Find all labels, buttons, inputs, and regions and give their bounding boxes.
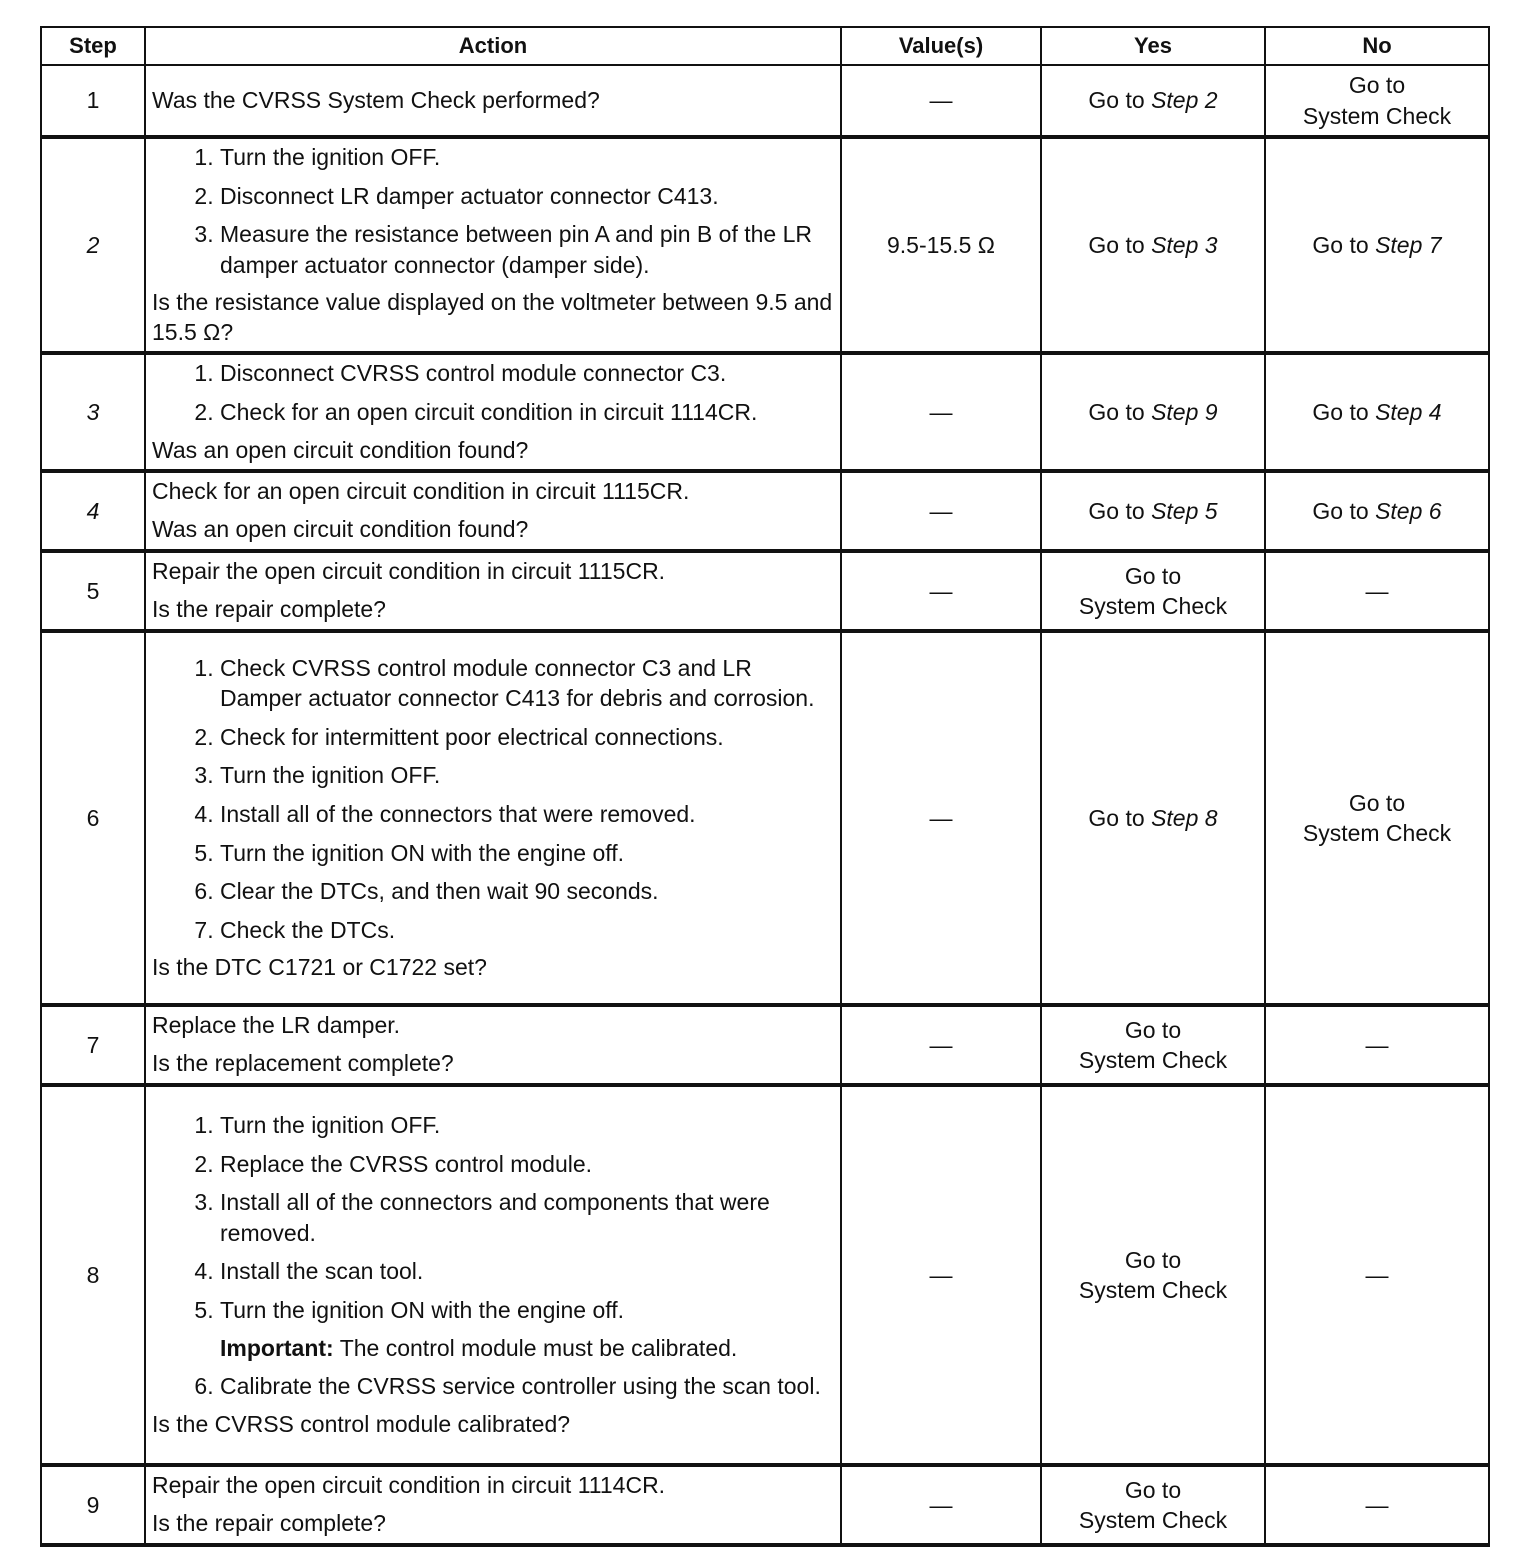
action-step: 6. Clear the DTCs, and then wait 90 seconds. — [220, 876, 834, 907]
value-cell: — — [841, 1005, 1041, 1085]
table-row — [41, 1005, 1489, 1085]
no-cell: — — [1265, 1465, 1489, 1545]
action-step: 1. Turn the ignition OFF. — [220, 142, 834, 173]
value-cell: — — [841, 353, 1041, 471]
yes-prefix: Go to — [1088, 231, 1145, 258]
no-prefix: Go to — [1312, 398, 1369, 425]
header-no: No — [1265, 27, 1489, 65]
action-step: 5. Turn the ignition ON with the engine off. — [220, 838, 834, 869]
action-cell — [145, 1005, 841, 1085]
yes-step-ref: Step 3 — [1151, 231, 1218, 258]
yes-cell — [1041, 353, 1265, 471]
important-label: Important: — [220, 1334, 334, 1361]
action-step: 3. Turn the ignition OFF. — [220, 760, 834, 791]
no-cell — [1265, 65, 1489, 137]
yes-prefix: Go to — [1088, 497, 1145, 524]
action-step: 5. Turn the ignition ON with the engine off. — [220, 1295, 834, 1326]
value-cell: — — [841, 551, 1041, 631]
no-cell: — — [1265, 551, 1489, 631]
header-row — [41, 27, 1489, 65]
no-prefix: Go to — [1312, 497, 1369, 524]
yes-cell — [1041, 137, 1265, 353]
action-step: 1. Disconnect CVRSS control module connector C3. — [220, 358, 834, 389]
step-number: 5 — [41, 551, 145, 631]
step-number: 6 — [41, 631, 145, 1005]
no-cell — [1265, 631, 1489, 1005]
header-values: Value(s) — [841, 27, 1041, 65]
value-cell: — — [841, 471, 1041, 551]
action-step: 2. Replace the CVRSS control module. — [220, 1149, 834, 1180]
step-number: 3 — [41, 353, 145, 471]
no-cell — [1265, 353, 1489, 471]
yes-cell — [1041, 65, 1265, 137]
action-steps — [152, 1371, 834, 1402]
important-text: The control module must be calibrated. — [333, 1334, 738, 1361]
table-row — [41, 1465, 1489, 1545]
yes-line2: System Check — [1078, 1047, 1228, 1073]
action-cell — [145, 1085, 841, 1465]
action-cell — [145, 551, 841, 631]
action-step: 4. Install all of the connectors that were removed. — [220, 799, 834, 830]
no-cell — [1265, 471, 1489, 551]
action-step: 4. Install the scan tool. — [220, 1256, 834, 1287]
action-step: 3. Measure the resistance between pin A and pin B of the LR damper actuator connector (damper side). — [220, 219, 834, 280]
yes-cell — [1041, 1085, 1265, 1465]
action-cell — [145, 631, 841, 1005]
action-steps — [152, 142, 834, 280]
action-question: Is the CVRSS control module calibrated? — [152, 1411, 571, 1438]
action-question: Was an open circuit condition found? — [152, 516, 529, 542]
no-step-ref: Step 7 — [1375, 231, 1442, 258]
action-steps — [152, 358, 834, 427]
diagnostic-table — [40, 26, 1490, 1547]
step-number: 4 — [41, 471, 145, 551]
step-number: 2 — [41, 137, 145, 353]
table-row — [41, 471, 1489, 551]
no-prefix: Go to — [1312, 231, 1369, 258]
yes-cell — [1041, 631, 1265, 1005]
yes-line1: Go to — [1124, 1246, 1182, 1273]
action-cell — [145, 137, 841, 353]
action-cell — [145, 1465, 841, 1545]
action-step: 1. Turn the ignition OFF. — [220, 1110, 834, 1141]
action-text: Check for an open circuit condition in circuit 1115CR. — [152, 478, 690, 505]
yes-cell — [1041, 1005, 1265, 1085]
no-step-ref: Step 6 — [1375, 497, 1442, 524]
table-row — [41, 353, 1489, 471]
yes-line2: System Check — [1078, 1507, 1228, 1533]
value-cell: — — [841, 1465, 1041, 1545]
header-yes: Yes — [1041, 27, 1265, 65]
action-question: Is the repair complete? — [152, 1510, 386, 1536]
action-cell — [145, 471, 841, 551]
yes-cell — [1041, 471, 1265, 551]
yes-line1: Go to — [1124, 1476, 1182, 1503]
action-step: 7. Check the DTCs. — [220, 915, 834, 946]
action-text: Replace the LR damper. — [152, 1012, 401, 1039]
yes-line2: System Check — [1078, 1277, 1228, 1303]
value-cell: — — [841, 631, 1041, 1005]
table-row — [41, 137, 1489, 353]
yes-line2: System Check — [1078, 593, 1228, 619]
action-cell — [145, 65, 841, 137]
step-number: 8 — [41, 1085, 145, 1465]
action-text: Was the CVRSS System Check performed? — [152, 86, 600, 113]
action-question: Is the DTC C1721 or C1722 set? — [152, 954, 487, 981]
yes-prefix: Go to — [1088, 398, 1145, 425]
table-row — [41, 631, 1489, 1005]
yes-step-ref: Step 9 — [1151, 398, 1218, 425]
action-steps — [152, 1110, 834, 1325]
action-question: Is the repair complete? — [152, 596, 386, 622]
no-line1: Go to — [1348, 72, 1406, 99]
action-question: Is the resistance value displayed on the voltmeter between 9.5 and 15.5 Ω? — [152, 289, 833, 346]
yes-prefix: Go to — [1088, 87, 1145, 114]
action-cell — [145, 353, 841, 471]
action-step: 3. Install all of the connectors and components that were removed. — [220, 1187, 834, 1248]
no-line1: Go to — [1348, 789, 1406, 816]
table-row — [41, 1085, 1489, 1465]
yes-prefix: Go to — [1088, 804, 1145, 831]
action-question: Was an open circuit condition found? — [152, 436, 529, 463]
action-step: 6. Calibrate the CVRSS service controller using the scan tool. — [220, 1371, 834, 1402]
header-step: Step — [41, 27, 145, 65]
action-step: 2. Disconnect LR damper actuator connector C413. — [220, 181, 834, 212]
yes-cell — [1041, 551, 1265, 631]
no-line2: System Check — [1302, 820, 1452, 846]
action-steps — [152, 653, 834, 946]
action-question: Is the replacement complete? — [152, 1050, 454, 1076]
header-action: Action — [145, 27, 841, 65]
no-line2: System Check — [1302, 102, 1452, 129]
step-number: 7 — [41, 1005, 145, 1085]
table-row — [41, 65, 1489, 137]
yes-cell — [1041, 1465, 1265, 1545]
table-row — [41, 551, 1489, 631]
step-number: 9 — [41, 1465, 145, 1545]
no-cell — [1265, 137, 1489, 353]
no-cell: — — [1265, 1085, 1489, 1465]
value-cell: — — [841, 65, 1041, 137]
important-note — [220, 1334, 834, 1364]
yes-step-ref: Step 8 — [1151, 804, 1218, 831]
value-cell: 9.5-15.5 Ω — [841, 137, 1041, 353]
action-step: 2. Check for an open circuit condition in circuit 1114CR. — [220, 397, 834, 428]
yes-line1: Go to — [1124, 1016, 1182, 1043]
yes-step-ref: Step 2 — [1151, 87, 1218, 114]
value-cell: — — [841, 1085, 1041, 1465]
step-number: 1 — [41, 65, 145, 137]
action-step: 2. Check for intermittent poor electrical connections. — [220, 722, 834, 753]
no-cell: — — [1265, 1005, 1489, 1085]
action-step: 1. Check CVRSS control module connector C3 and LR Damper actuator connector C413 for debris and corrosion. — [220, 653, 834, 714]
action-text: Repair the open circuit condition in circuit 1115CR. — [152, 558, 666, 585]
yes-step-ref: Step 5 — [1151, 497, 1218, 524]
no-step-ref: Step 4 — [1375, 398, 1442, 425]
yes-line1: Go to — [1124, 562, 1182, 589]
action-text: Repair the open circuit condition in circuit 1114CR. — [152, 1472, 666, 1499]
